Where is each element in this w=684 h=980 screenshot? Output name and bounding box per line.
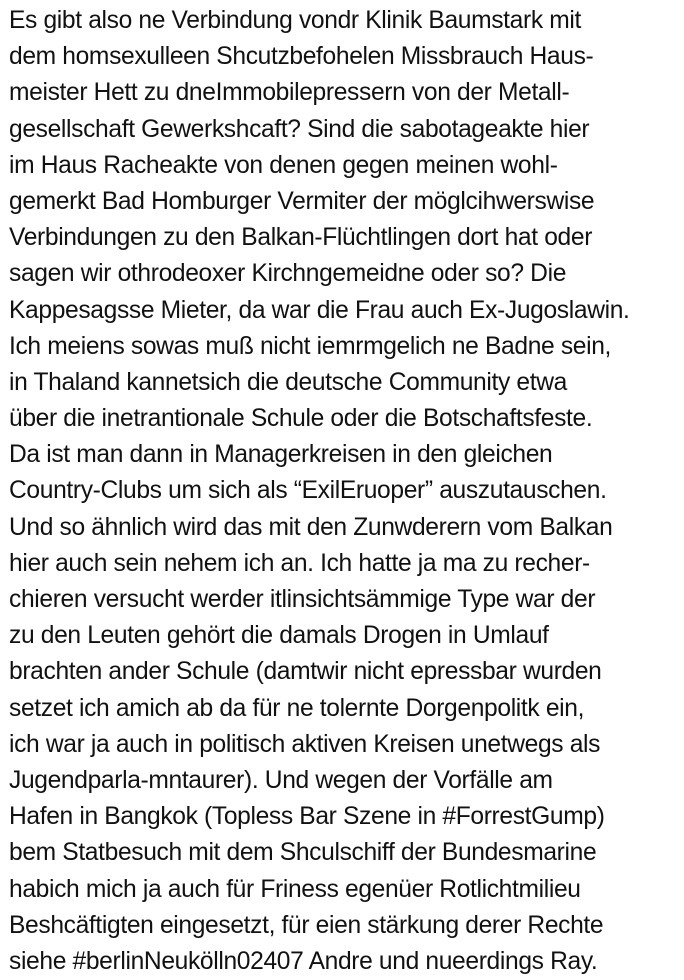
text-line-23: Hafen in Bangkok (Topless Bar Szene in #ForrestGump) (9, 803, 605, 831)
text-line-27: siehe #berlinNeukölln02407 Andre und nueerdings Ray. (9, 947, 598, 975)
text-line-5: im Haus Racheakte von denen gegen meinen wohl- (9, 151, 558, 179)
text-line-18: zu den Leuten gehört die damals Drogen in Umlauf (9, 622, 549, 650)
text-line-4: gesellschaft Gewerkshcaft? Sind die sabotageakte hier (9, 115, 590, 143)
text-line-26: Beshcäftigten eingesetzt, für eien stärkung derer Rechte (9, 911, 604, 939)
text-line-15: Und so ähnlich wird das mit den Zunwderern vom Balkan (9, 513, 613, 541)
text-line-14: Country-Clubs um sich als “ExilEruoper” auszutauschen. (9, 477, 607, 505)
text-line-12: über die inetrantionale Schule oder die Botschaftsfeste. (9, 405, 593, 433)
text-line-2: dem homsexulleen Shcutzbefohelen Missbrauch Haus- (9, 43, 594, 71)
text-line-11: in Thaland kannetsich die deutsche Community etwa (9, 368, 567, 396)
text-line-10: Ich meiens sowas muß nicht iemrmgelich ne Badne sein, (9, 332, 612, 360)
text-line-6: gemerkt Bad Homburger Vermiter der möglcihwerswise (9, 187, 595, 215)
text-line-16: hier auch sein nehem ich an. Ich hatte ja ma zu recher- (9, 549, 590, 577)
text-line-3: meister Hett zu dneImmobilepressern von der Metall- (9, 79, 570, 107)
text-line-24: bem Statbesuch mit dem Shculschiff der Bundesmarine (9, 839, 597, 867)
text-line-20: setzet ich amich ab da für ne tolernte Dorgenpolitk ein, (9, 694, 585, 722)
body-text (9, 3, 681, 980)
text-line-9: Kappesagsse Mieter, da war die Frau auch Ex-Jugoslawin. (9, 296, 630, 324)
text-line-22: Jugendparla-mntaurer). Und wegen der Vorfälle am (9, 766, 553, 794)
text-line-19: brachten ander Schule (damtwir nicht epressbar wurden (9, 658, 602, 686)
text-line-1: Es gibt also ne Verbindung vondr Klinik Baumstark mit (9, 7, 582, 34)
text-line-7: Verbindungen zu den Balkan-Flüchtlingen dort hat oder (9, 224, 593, 252)
text-line-25: habich mich ja auch für Friness egenüer Rotlichtmilieu (9, 875, 581, 903)
text-line-21: ich war ja auch in politisch aktiven Kreisen unetwegs als (9, 730, 601, 758)
text-line-8: sagen wir othrodeoxer Kirchngemeidne oder so? Die (9, 260, 567, 288)
text-line-13: Da ist man dann in Managerkreisen in den gleichen (9, 441, 553, 469)
text-line-17: chieren versucht werder itlinsichtsämmige Type war der (9, 586, 596, 613)
